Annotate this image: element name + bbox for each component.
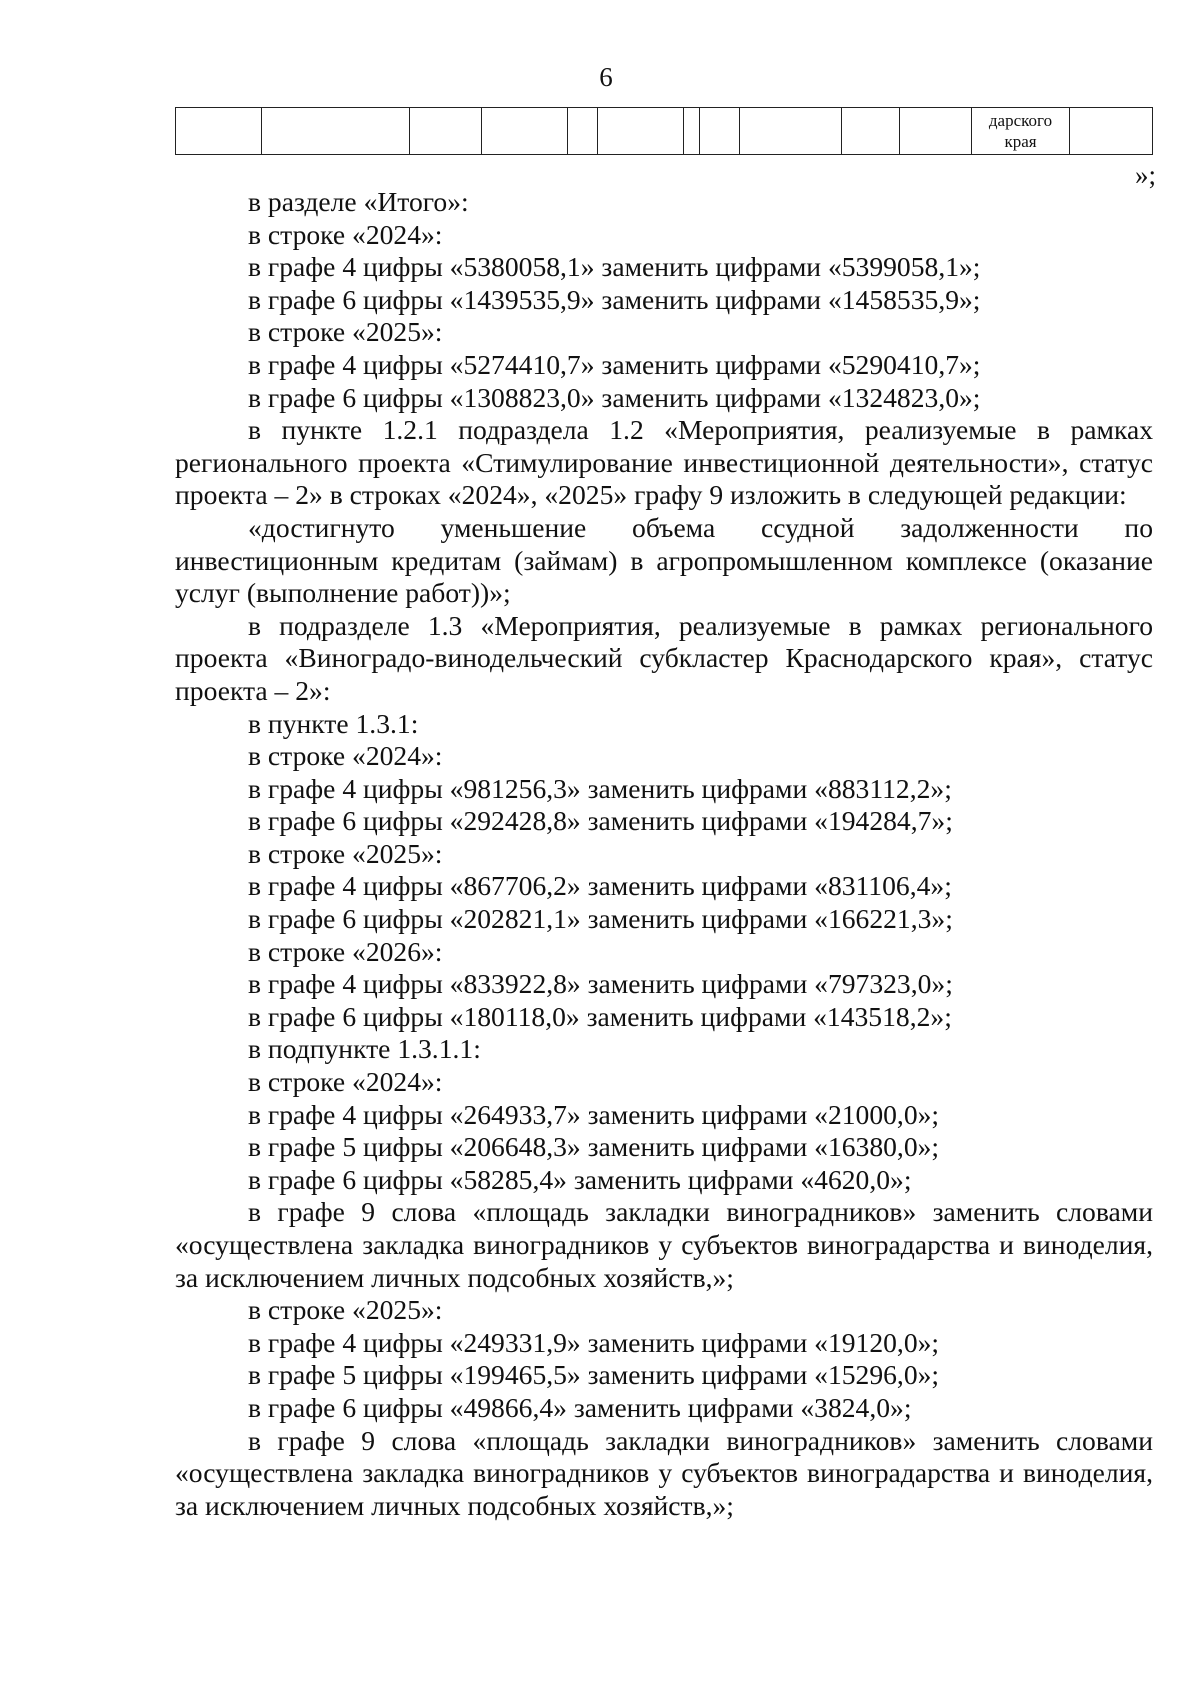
paragraph: «достигнуто уменьшение объема ссудной задолженности по инвестиционным кредитам (займам) в агропромышленном комплексе (оказание услуг (выполнение работ))»; bbox=[175, 511, 1153, 609]
table-cell bbox=[598, 108, 684, 155]
paragraph: в пункте 1.2.1 подраздела 1.2 «Мероприятия, реализуемые в рамках регионального проекта «Стимулирование инвестиционной деятельности», статус проекта – 2» в строках «2024», «2025» графу 9 изложить в следующей редакции: bbox=[175, 414, 1153, 511]
paragraph: в графе 4 цифры «5274410,7» заменить цифрами «5290410,7»; bbox=[248, 348, 981, 380]
paragraph: в разделе «Итого»: bbox=[248, 186, 469, 217]
paragraph: в графе 4 цифры «981256,3» заменить цифрами «883112,2»; bbox=[248, 772, 952, 804]
page-number: 6 bbox=[599, 62, 613, 92]
paragraph: в строке «2025»: bbox=[248, 1294, 443, 1326]
document-body bbox=[175, 186, 1153, 1522]
table-cell bbox=[700, 108, 740, 155]
table-cell bbox=[482, 108, 568, 155]
table-cell bbox=[1070, 108, 1153, 155]
paragraph: в графе 5 цифры «199465,5» заменить цифрами «15296,0»; bbox=[248, 1359, 940, 1391]
paragraph: в строке «2024»: bbox=[248, 1066, 443, 1098]
paragraph: в пункте 1.3.1: bbox=[248, 707, 419, 739]
cell-text-line: края bbox=[1004, 132, 1037, 151]
table-cell bbox=[410, 108, 482, 155]
paragraph: в графе 4 цифры «264933,7» заменить цифрами «21000,0»; bbox=[248, 1098, 940, 1130]
table-cell bbox=[842, 108, 900, 155]
paragraph: в графе 9 слова «площадь закладки виноградников» заменить словами «осуществлена закладка виноградников у субъектов виноградарства и виноделия, за исключением личных подсобных хозяйств,»; bbox=[175, 1424, 1153, 1521]
paragraph: в строке «2026»: bbox=[248, 935, 443, 967]
paragraph: в графе 6 цифры «1439535,9» заменить цифрами «1458535,9»; bbox=[248, 283, 981, 315]
paragraph: в подразделе 1.3 «Мероприятия, реализуемые в рамках регионального проекта «Виноградо-винодельческий субкластер Краснодарского края», статус проекта – 2»: bbox=[175, 609, 1153, 706]
closing-quote-mark: »; bbox=[1134, 160, 1156, 190]
paragraph: в графе 6 цифры «292428,8» заменить цифрами «194284,7»; bbox=[248, 805, 953, 837]
table-cell bbox=[740, 108, 842, 155]
table-cell-region bbox=[972, 108, 1070, 155]
paragraph: в графе 6 цифры «58285,4» заменить цифрами «4620,0»; bbox=[248, 1163, 912, 1195]
paragraph: в строке «2024»: bbox=[248, 218, 443, 250]
paragraph: в графе 5 цифры «206648,3» заменить цифрами «16380,0»; bbox=[248, 1131, 940, 1163]
paragraph: в строке «2024»: bbox=[248, 740, 443, 772]
table-cell bbox=[568, 108, 598, 155]
paragraph: в подпункте 1.3.1.1: bbox=[248, 1033, 481, 1065]
table-cell bbox=[684, 108, 700, 155]
paragraph: в строке «2025»: bbox=[248, 316, 443, 348]
paragraph: в графе 6 цифры «202821,1» заменить цифрами «166221,3»; bbox=[248, 903, 953, 935]
paragraph: в графе 4 цифры «833922,8» заменить цифрами «797323,0»; bbox=[248, 968, 953, 1000]
paragraph: в графе 4 цифры «867706,2» заменить цифрами «831106,4»; bbox=[248, 870, 952, 902]
paragraph: в графе 4 цифры «249331,9» заменить цифрами «19120,0»; bbox=[248, 1326, 940, 1358]
paragraph: в графе 9 слова «площадь закладки виноградников» заменить словами «осуществлена закладка виноградников у субъектов виноградарства и виноделия, за исключением личных подсобных хозяйств,»; bbox=[175, 1196, 1153, 1293]
paragraph: в графе 6 цифры «49866,4» заменить цифрами «3824,0»; bbox=[248, 1391, 912, 1423]
table-cell bbox=[900, 108, 972, 155]
paragraph: в графе 6 цифры «180118,0» заменить цифрами «143518,2»; bbox=[248, 1000, 952, 1032]
table-row bbox=[176, 108, 1153, 155]
cell-text-line: дарского bbox=[988, 111, 1053, 130]
paragraph: в графе 4 цифры «5380058,1» заменить цифрами «5399058,1»; bbox=[248, 251, 981, 283]
paragraph: в графе 6 цифры «1308823,0» заменить цифрами «1324823,0»; bbox=[248, 381, 981, 413]
table-cell bbox=[176, 108, 262, 155]
table-cell bbox=[262, 108, 410, 155]
table-fragment bbox=[175, 107, 1153, 155]
paragraph: в строке «2025»: bbox=[248, 837, 443, 869]
